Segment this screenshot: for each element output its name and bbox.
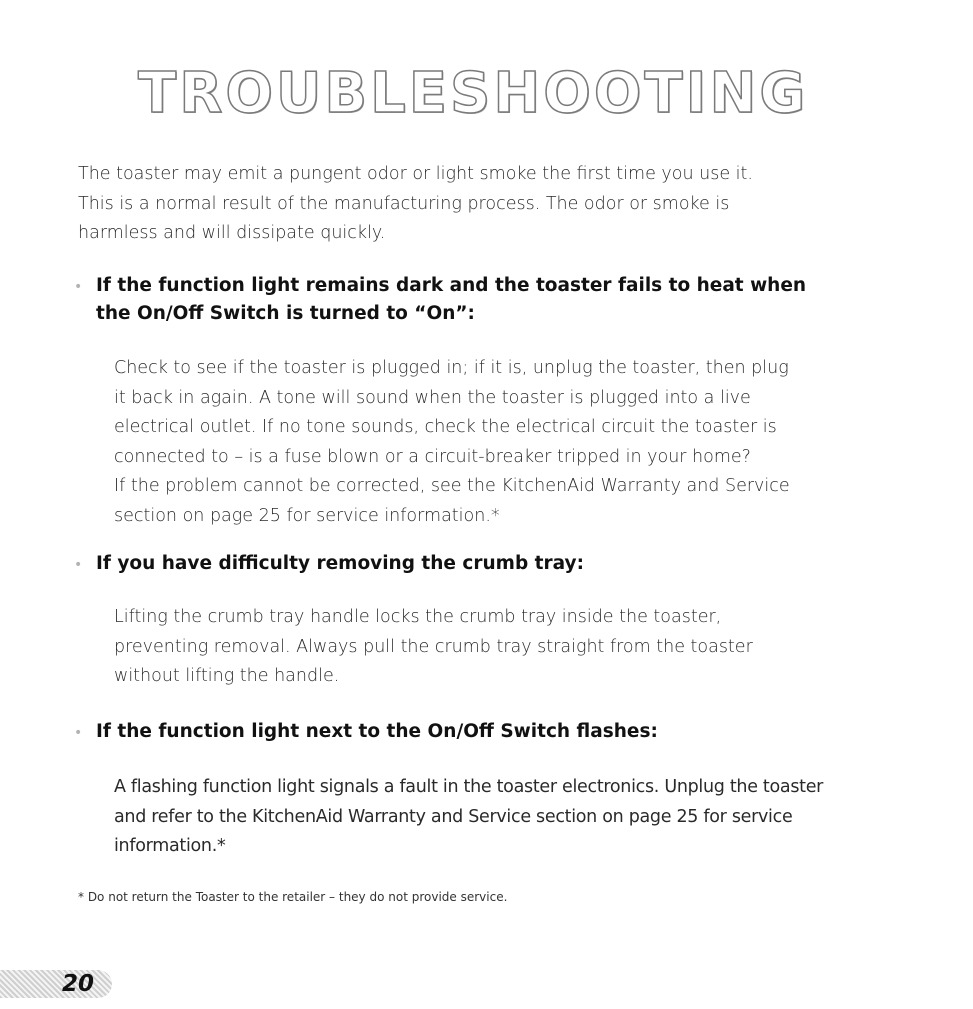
body-line: information.* (114, 836, 226, 856)
bullet-icon: • (74, 279, 83, 295)
body-line: it back in again. A tone will sound when the toaster is plugged into a live (114, 387, 751, 408)
page-title: TROUBLESHOOTING (138, 61, 809, 126)
bullet-icon: • (74, 557, 83, 573)
section-body-light-flashes (114, 773, 823, 862)
body-line: Lifting the crumb tray handle locks the crumb tray inside the toaster, (114, 607, 722, 627)
page-number: 20 (62, 971, 95, 997)
heading-line: If you have difficulty removing the crumb tray: (96, 553, 584, 574)
bullet-icon: • (74, 725, 83, 741)
section-heading-light-flashes (74, 718, 658, 746)
body-line: and refer to the KitchenAid Warranty and Service section on page 25 for service (114, 806, 793, 827)
body-line: electrical outlet. If no tone sounds, check the electrical circuit the toaster is (114, 417, 777, 437)
section-heading-crumb-tray (74, 550, 584, 578)
section-heading-function-light-dark (74, 272, 807, 328)
heading-line: If the function light remains dark and the toaster fails to heat when (96, 275, 807, 296)
intro-paragraph (78, 160, 878, 249)
heading-line: the On/Off Switch is turned to “On”: (96, 303, 475, 324)
body-line: If the problem cannot be corrected, see the KitchenAid Warranty and Service (114, 476, 790, 496)
body-line: A flashing function light signals a fault in the toaster electronics. Unplug the toaster (114, 777, 824, 797)
footnote: * Do not return the Toaster to the retailer – they do not provide service. (78, 890, 508, 904)
body-line: section on page 25 for service information.* (114, 505, 500, 526)
section-body-function-light-dark (114, 354, 790, 531)
intro-line: harmless and will dissipate quickly. (78, 223, 386, 243)
page-number-tab (0, 970, 112, 998)
body-line: without lifting the handle. (114, 666, 340, 686)
heading-line: If the function light next to the On/Off Switch flashes: (96, 721, 658, 742)
intro-line: This is a normal result of the manufacturing process. The odor or smoke is (78, 193, 730, 214)
section-body-crumb-tray (114, 603, 753, 692)
body-line: connected to – is a fuse blown or a circuit-breaker tripped in your home? (114, 446, 751, 467)
body-line: Check to see if the toaster is plugged in; if it is, unplug the toaster, then plug (114, 358, 789, 378)
intro-line: The toaster may emit a pungent odor or light smoke the first time you use it. (78, 164, 753, 184)
body-line: preventing removal. Always pull the crumb tray straight from the toaster (114, 636, 753, 657)
